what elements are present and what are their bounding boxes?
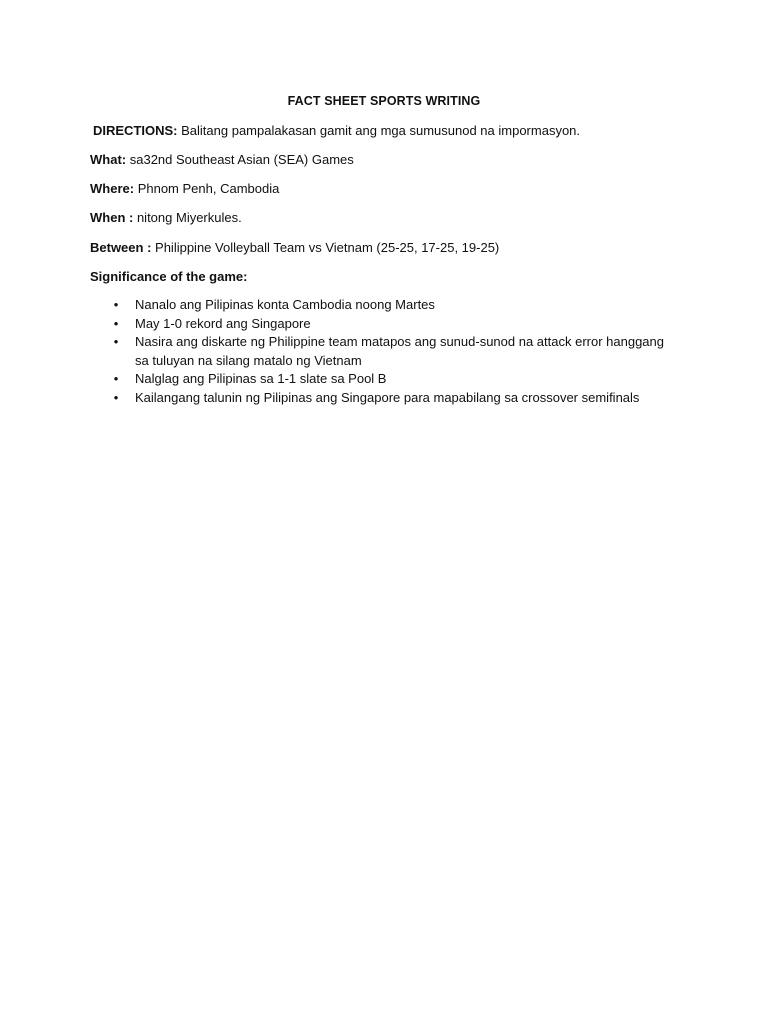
list-item-text: Nalglag ang Pilipinas sa 1-1 slate sa Pool B [135, 371, 387, 386]
significance-heading: Significance of the game: [90, 269, 248, 284]
list-item-text: Nasira ang diskarte ng Philippine team matapos ang sunud-sunod na attack error hanggang sa tuluyan na silang matalo ng Vietnam [135, 334, 665, 368]
what-line [90, 151, 354, 168]
where-text: Phnom Penh, Cambodia [137, 181, 280, 196]
between-label: Between : [90, 240, 152, 255]
list-item-text: May 1-0 rekord ang Singapore [135, 315, 311, 331]
directions-text: Balitang pampalakasan gamit ang mga sumusunod na impormasyon. [181, 123, 581, 138]
list-item [90, 370, 680, 389]
directions-line [93, 122, 580, 139]
list-item [90, 389, 680, 408]
bullet-icon: • [113, 334, 119, 349]
significance-list [90, 296, 680, 407]
bullet-icon: • [113, 315, 119, 331]
list-item [90, 315, 680, 334]
list-item [90, 333, 680, 370]
list-item-text: Kailangang talunin ng Pilipinas ang Singapore para mapabilang sa crossover semifinals [135, 389, 640, 405]
when-label: When : [90, 210, 134, 225]
list-item [90, 296, 680, 315]
list-item-text: Nanalo ang Pilipinas konta Cambodia noong Martes [135, 297, 435, 312]
when-text: nitong Miyerkules. [136, 210, 242, 225]
what-text: sa32nd Southeast Asian (SEA) Games [129, 152, 354, 167]
when-line [90, 209, 242, 226]
bullet-icon: • [113, 389, 119, 405]
between-line [90, 239, 499, 256]
where-label: Where: [90, 181, 135, 196]
bullet-icon: • [113, 297, 119, 312]
between-text: Philippine Volleyball Team vs Vietnam (25-25, 17-25, 19-25) [155, 240, 500, 255]
directions-label: DIRECTIONS: [93, 123, 178, 138]
page-title: FACT SHEET SPORTS WRITING [287, 94, 481, 108]
where-line [90, 180, 279, 197]
bullet-icon: • [113, 371, 119, 386]
what-label: What: [90, 152, 127, 167]
